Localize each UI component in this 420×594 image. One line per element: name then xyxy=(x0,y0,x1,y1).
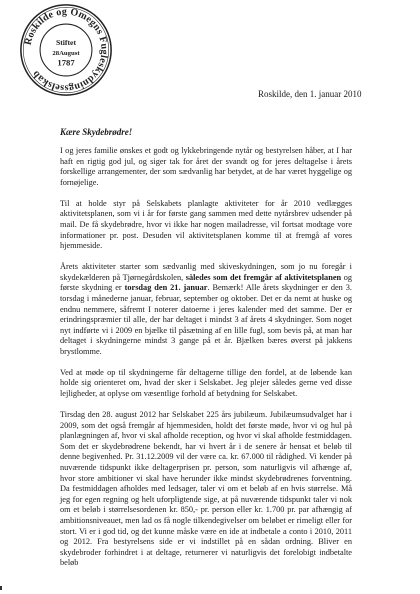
seal-founded-date: 28August xyxy=(52,49,80,57)
seal-founded-label: Stiftet xyxy=(55,38,77,48)
paragraph-attendance: Ved at møde op til skydningerne får deltagerne tillige den fordel, at de løbende kan holde sig orienteret om, hvad der sker i Selskabet. Jeg plejer således gerne ved disse lejligheder, at oplyse om væsentlige forhold af betydning for Selskabet. xyxy=(60,367,352,399)
paragraph-activity-plan: Til at holde styr på Selskabets planlagte aktiviteter for år 2010 vedlægges aktivitetsplanen, som vi i år for første gang sammen med dette nytårsbrev udsender på mail. De få skydebrødre, hvor vi ikke har nogen mailadresse, vil fortsat modtage vore informationer pr. post. Desuden vil aktivitetsplanen komme til at fremgå af vores hjemmeside. xyxy=(60,198,352,251)
p3-emphasis-date: torsdag den 21. januar xyxy=(124,283,208,293)
p3-text-a: Årets aktiviteter starter som sædvanlig med skiveskydningen, som jo nu foregår i skydekælderen på Tjørnegårdskolen, xyxy=(60,262,352,282)
paragraph-greeting: I og jeres familie ønskes et godt og lykkebringende nytår og bestyrelsen håber, at I har haft en rigtig god jul, og siger tak for året der svandt og for jeres deltagelse i årets forskellige arrangementer, der som sædvanlig har betydet, at de har været hyggelige og fornøjelige. xyxy=(60,146,352,187)
paragraph-shooting-schedule xyxy=(60,262,352,357)
paragraph-jubilee: Tirsdag den 28. august 2012 har Selskabet 225 års jubilæum. Jubilæumsudvalget har i 2009, som det også fremgår af hjemmesiden, holdt det første møde, hvor vi og hul på planlægningen af, hvor vi skal afholde reception, og hvor vi skal afholde festmiddagen. Som det er skydebrødrene bekendt, har vi hvert år i de senere år hensat et beløb til denne begivenhed. Pr. 31.12.2009 vil der være ca. kr. 67.000 til rådighed. Vi kender på nuværende tidspunkt ikke deltagerprisen pr. person, som naturligvis vil afhænge af, hvor store ambitioner vi skal have herunder ikke mindst skydebrødrenes forventning. Da festmiddagen afholdes med ledsager, taler vi om et beløb af en hvis størrelse. Må jeg for egen regning og helt uforpligtende sige, at på nuværende tidspunkt taler vi nok om et beløb i størrelsesordenen kr. 850,- pr. person eller kr. 1.700 pr. par afhængig af ambitionsniveauet, men lad os få nogle tilkendegivelser om beløbet er rimeligt eller for stort. Vi er i god tid, og det kunne måske være en ide at indbetale a conto i 2010, 2011 og 2012. Fra bestyrelsens side er vi indstillet på en sådan ordning. Bliver en skydebroder forhindret i at deltage, returnerer vi naturligvis det forelobigt indbetalte beløb xyxy=(60,410,352,568)
letter-date: Roskilde, den 1. januar 2010 xyxy=(258,89,362,99)
scan-mark xyxy=(0,586,2,590)
salutation: Kære Skydebrødre! xyxy=(60,127,133,137)
letter-body xyxy=(60,146,352,579)
seal-ring-text: Roskilde og Omegns Fugleskydningsselskab xyxy=(22,6,110,94)
society-seal xyxy=(18,2,114,98)
seal-founded-year: 1787 xyxy=(57,57,75,68)
p3-text-c: og første skydning er xyxy=(60,272,352,293)
p3-emphasis-plan: således som det fremgår af aktivitetsplanen xyxy=(185,272,342,282)
p3-text-e: . Bemærk! Alle årets skydninger er den 3. torsdag i månederne januar, februar, september og oktober. Det er da nemt at huske og endnu nemmere, såfremt I noterer datoerne i jeres kalender med det samme. Der er erindringspræmier til alle, der har deltaget i mindst 3 af årets 4 skydninger. Som noget nyt indførte vi i 2009 en bjælke til påsætning af en lille fugl, som bevis på, at man har deltaget i skydningerne mindst 3 gange på et år. Bjælken bæres øverst på jakkens brystlomme. xyxy=(60,283,352,356)
